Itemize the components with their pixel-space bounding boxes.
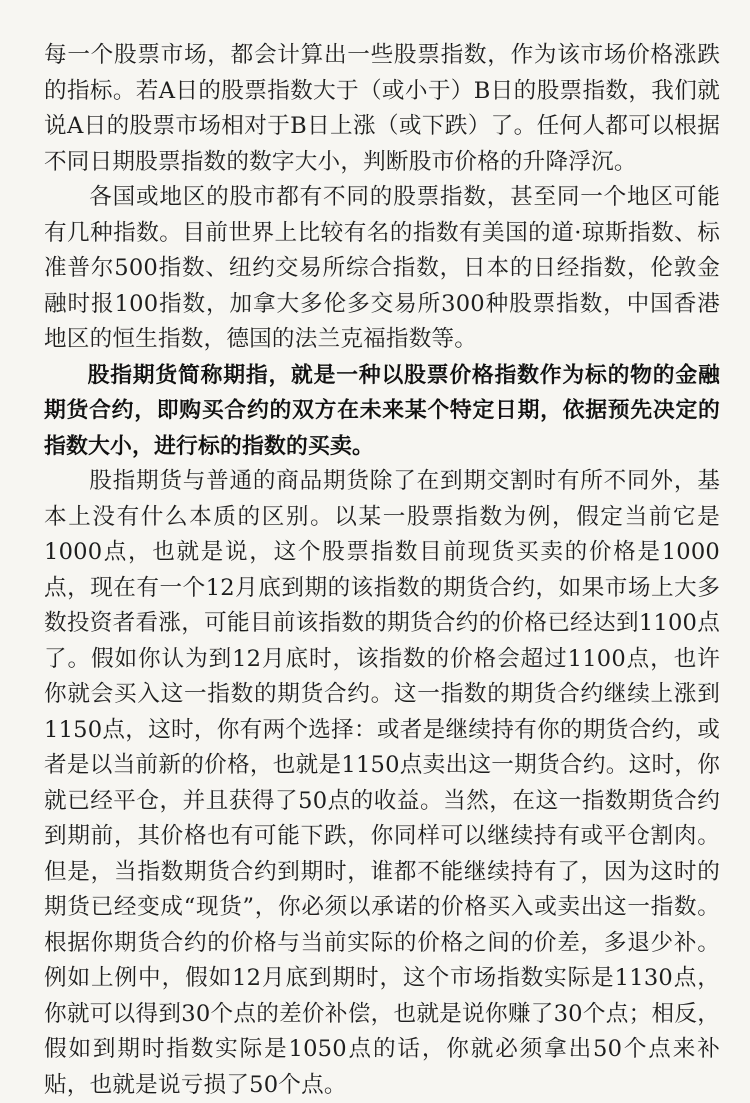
paragraph-stock-index-intro: 每一个股票市场，都会计算出一些股票指数，作为该市场价格涨跌的指标。若A日的股票指数大于（或小于）B日的股票指数，我们就说A日的股票市场相对于B日上涨（或下跌）了。任何人都可以根据不同日期股票指数的数字大小，判断股市价格的升降浮沉。 [44,42,720,175]
paragraph-definition-bold: 股指期货简称期指，就是一种以股票价格指数作为标的物的金融期货合约，即购买合约的双方在未来某个特定日期，依据预先决定的指数大小，进行标的指数的买卖。 [44,362,720,459]
paragraph-futures-example: 股指期货与普通的商品期货除了在到期交割时有所不同外，基本上没有什么本质的区别。以某一股票指数为例，假定当前它是1000点，也就是说，这个股票指数目前现货买卖的价格是1000点，现在有一个12月底到期的该指数的期货合约，如果市场上大多数投资者看涨，可能目前该指数的期货合约的价格已经达到1100点了。假如你认为到12月底时，该指数的价格会超过1100点，也许你就会买入这一指数的期货合约。这一指数的期货合约继续上涨到1150点，这时，你有两个选择：或者是继续持有你的期货合约，或者是以当前新的价格，也就是1150点卖出这一期货合约。这时，你就已经平仓，并且获得了50点的收益。当然，在这一指数期货合约到期前，其价格也有可能下跌，你同样可以继续持有或平仓割肉。但是，当指数期货合约到期时，谁都不能继续持有了，因为这时的期货已经变成“现货”，你必须以承诺的价格买入或卖出这一指数。根据你期货合约的价格与当前实际的价格之间的价差，多退少补。例如上例中，假如12月底到期时，这个市场指数实际是1130点，你就可以得到30个点的差价补偿，也就是说你赚了30个点；相反，假如到期时指数实际是1050点的话，你就必须拿出50个点来补贴，也就是说亏损了50个点。 [44,468,720,1098]
paragraph-world-indices: 各国或地区的股市都有不同的股票指数，甚至同一个地区可能有几种指数。目前世界上比较有名的指数有美国的道·琼斯指数、标准普尔500指数、纽约交易所综合指数，日本的日经指数，伦敦金融时报100指数，加拿大多伦多交易所300种股票指数，中国香港地区的恒生指数，德国的法兰克福指数等。 [44,184,720,352]
